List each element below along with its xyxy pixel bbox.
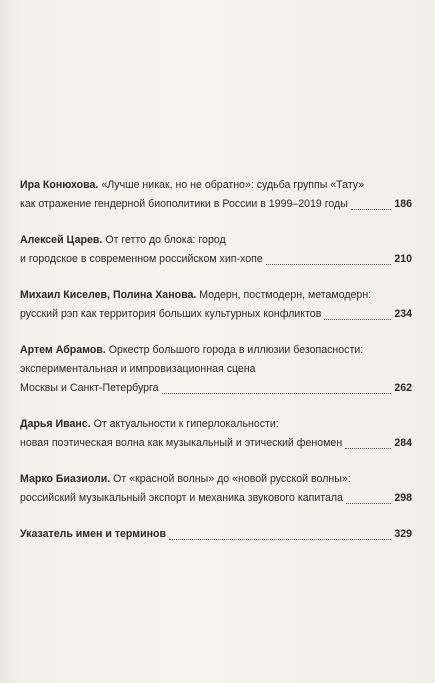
toc-title-continued: Москвы и Санкт-Петербурга — [20, 382, 159, 394]
toc-title: Модерн, постмодерн, метамодерн: — [199, 289, 372, 301]
toc-entry-heading-line — [20, 286, 412, 305]
toc-entry-heading-line — [20, 231, 412, 250]
toc-page-number: 262 — [394, 382, 412, 394]
toc-title: «Лучше никак, но не обратно»: судьба группы «Тату» — [101, 179, 365, 191]
toc-entry-last-line — [20, 489, 412, 508]
toc-entry-last-line — [20, 250, 412, 269]
table-of-contents — [20, 176, 412, 561]
leader-dots — [169, 538, 391, 540]
toc-entry — [20, 341, 412, 398]
leader-dots — [345, 447, 391, 449]
toc-entry-heading-line — [20, 470, 412, 489]
toc-title-continued: русский рэп как территория больших культурных конфликтов — [20, 308, 322, 320]
leader-dots — [266, 263, 392, 265]
toc-page-number: 234 — [394, 308, 412, 320]
toc-title: От «красной волны» до «новой русской волны»: — [113, 473, 351, 485]
toc-title-continued: как отражение гендерной биополитики в России в 1999–2019 годы — [20, 198, 348, 210]
leader-dots — [346, 502, 391, 504]
toc-title-continued: экспериментальная и импровизационная сцена — [20, 363, 256, 375]
toc-title: От гетто до блока: город — [105, 234, 226, 246]
index-title: Указатель имен и терминов — [20, 528, 166, 540]
toc-index-entry — [20, 525, 412, 544]
toc-entry-last-line — [20, 379, 412, 398]
toc-entry-middle-line — [20, 360, 412, 379]
leader-dots — [324, 318, 391, 320]
toc-title: От актуальности к гиперлокальности: — [93, 418, 279, 430]
toc-author: Марко Биазиоли. — [20, 473, 111, 485]
toc-author: Артем Абрамов. — [20, 344, 106, 356]
toc-title-continued: новая поэтическая волна как музыкальный и этический феномен — [20, 437, 343, 449]
toc-title-continued: российский музыкальный экспорт и механика звукового капитала — [20, 492, 343, 504]
toc-entry-last-line — [20, 195, 412, 214]
toc-entry-heading-line — [20, 341, 412, 360]
toc-author: Ира Конюхова. — [20, 179, 99, 191]
toc-entry-last-line — [20, 434, 412, 453]
toc-page-number: 284 — [394, 437, 412, 449]
toc-author: Алексей Царев. — [20, 234, 103, 246]
toc-page-number: 298 — [394, 492, 412, 504]
toc-entry-last-line — [20, 525, 412, 544]
toc-entry-heading-line — [20, 176, 412, 195]
leader-dots — [351, 208, 391, 210]
toc-entry-last-line — [20, 305, 412, 324]
leader-dots — [162, 392, 392, 394]
toc-entry-heading-line — [20, 415, 412, 434]
toc-page-number: 329 — [394, 528, 412, 540]
toc-page-number: 210 — [394, 253, 412, 265]
toc-entry — [20, 176, 412, 214]
toc-entry — [20, 231, 412, 269]
toc-title: Оркестр большого города в иллюзии безопасности: — [108, 344, 364, 356]
toc-page-number: 186 — [394, 198, 412, 210]
toc-entry — [20, 415, 412, 453]
toc-entry — [20, 286, 412, 324]
toc-title-continued: и городское в современном российском хип-хопе — [20, 253, 263, 265]
toc-entry — [20, 470, 412, 508]
toc-author: Михаил Киселев, Полина Ханова. — [20, 289, 197, 301]
toc-author: Дарья Иванс. — [20, 418, 91, 430]
